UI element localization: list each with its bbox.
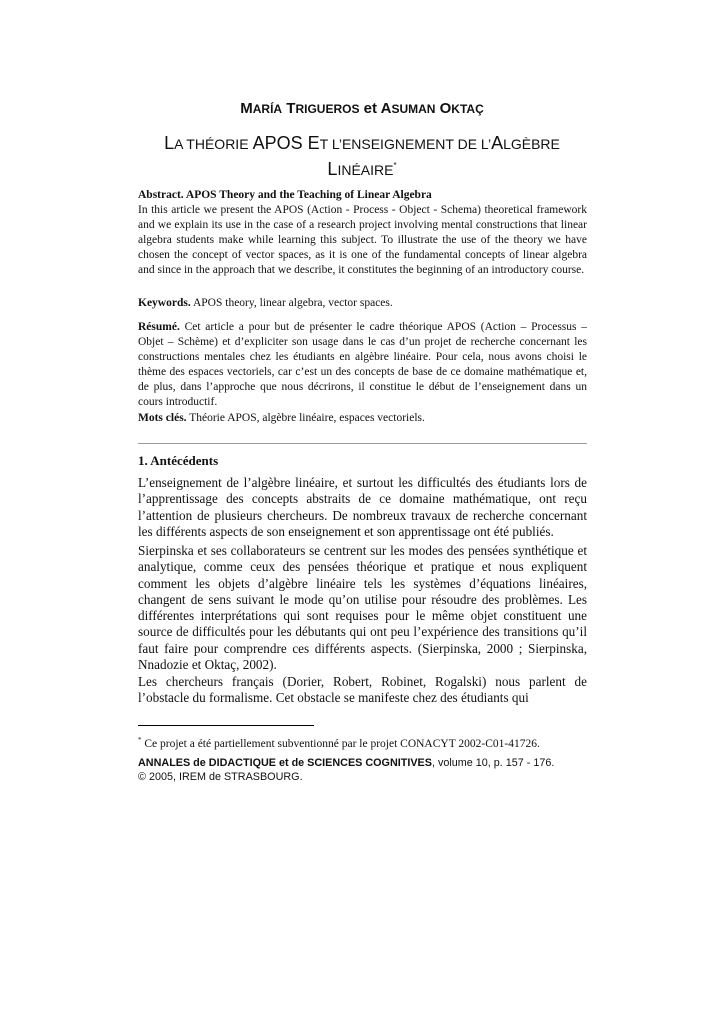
keywords (138, 296, 587, 311)
section-divider (138, 443, 587, 444)
abstract (138, 188, 587, 278)
abstract-text: In this article we present the APOS (Action - Process - Object - Schema) theoretical framework and we explain its use in the case of a research project involving mental constructions that linear algebra students make while learning this subject. To illustrate the use of the theory we have chosen the concept of vector spaces, as it is one of the fundamental concepts of linear algebra and since in the approach that we describe, it constitutes the beginning of an introductory course. (138, 204, 587, 276)
journal-citation (138, 757, 598, 771)
resume-text: Cet article a pour but de présenter le cadre théorique APOS (Action – Processus – Objet – Schème) et d’expliciter son usage dans le cas d’un projet de recherche concernant les constructions mentales chez les étudiants en algèbre linéaire. Pour cela, nous avons choisi le thème des espaces vectoriels, car c’est un des concepts de base de ce domaine mathématique et, de plus, dans l’approche que nous décrirons, il constitue le début de l’enseignement dans un cours introductif. (138, 321, 587, 408)
journal-details: , volume 10, p. 157 - 176. (431, 757, 555, 769)
resume (138, 320, 587, 410)
journal-info (138, 757, 598, 784)
paper-title: LA THÉORIE APOS ET L’ENSEIGNEMENT DE L’ALGÈBRE LINÉAIRE* (164, 133, 560, 179)
mots-cles-label: Mots clés. (138, 412, 187, 424)
footnote-rule (138, 725, 314, 726)
footnote-text: Ce projet a été partiellement subventionné par le projet CONACYT 2002-C01-41726. (141, 737, 540, 750)
author-connector: et (363, 100, 377, 117)
section-heading: 1. Antécédents (138, 453, 219, 468)
paragraph-3: Les chercheurs français (Dorier, Robert, Robinet, Rogalski) nous parlent de l’obstacle du formalisme. Cet obstacle se manifeste chez des étudiants qui (138, 674, 587, 706)
resume-label: Résumé. (138, 321, 180, 333)
footnote (138, 733, 587, 751)
author-1: MARÍA TRIGUEROS (240, 100, 360, 117)
footnote-mark: * (138, 736, 142, 744)
journal-copyright: © 2005, IREM de STRASBOURG. (138, 770, 303, 783)
abstract-heading: Abstract. APOS Theory and the Teaching of Linear Algebra (138, 189, 432, 201)
author-2: ASUMAN OKTAÇ (380, 100, 484, 117)
paragraph-2: Sierpinska et ses collaborateurs se centrent sur les modes des pensées synthétique et analytique, comme ceux des pensées théorique et pratique et nous expliquent comment les objets d’algèbre linéaire tels les systèmes d’équations linéaires, changent de sens suivant le mode qu’on utilise pour résoudre des problèmes. Les différentes interprétations qui sont requises pour le même objet constituent une source de difficultés pour les débutants qui ont peu l’expérience des transitions qu’il faut faire pour comprendre ces différents aspects. (Sierpinska, 2000 ; Sierpinska, Nnadozie et Oktaç, 2002). (138, 543, 587, 673)
author-line (0, 100, 724, 117)
journal-name: ANNALES de DIDACTIQUE et de SCIENCES COGNITIVES (138, 757, 432, 769)
keywords-text: APOS theory, linear algebra, vector spaces. (192, 297, 393, 309)
keywords-label: Keywords. (138, 297, 191, 309)
title-footnote-mark: * (393, 161, 397, 170)
mots-cles-text: Théorie APOS, algèbre linéaire, espaces vectoriels. (189, 412, 425, 424)
mots-cles (138, 411, 587, 426)
paragraph-1: L’enseignement de l’algèbre linéaire, et surtout les difficultés des étudiants lors de l’apprentissage des concepts abstraits de ce domaine mathématique, ont reçu l’attention de plusieurs chercheurs. De nombreux travaux de recherche concernant les différents aspects de son enseignement et son apprentissage ont été publiés. (138, 475, 587, 539)
